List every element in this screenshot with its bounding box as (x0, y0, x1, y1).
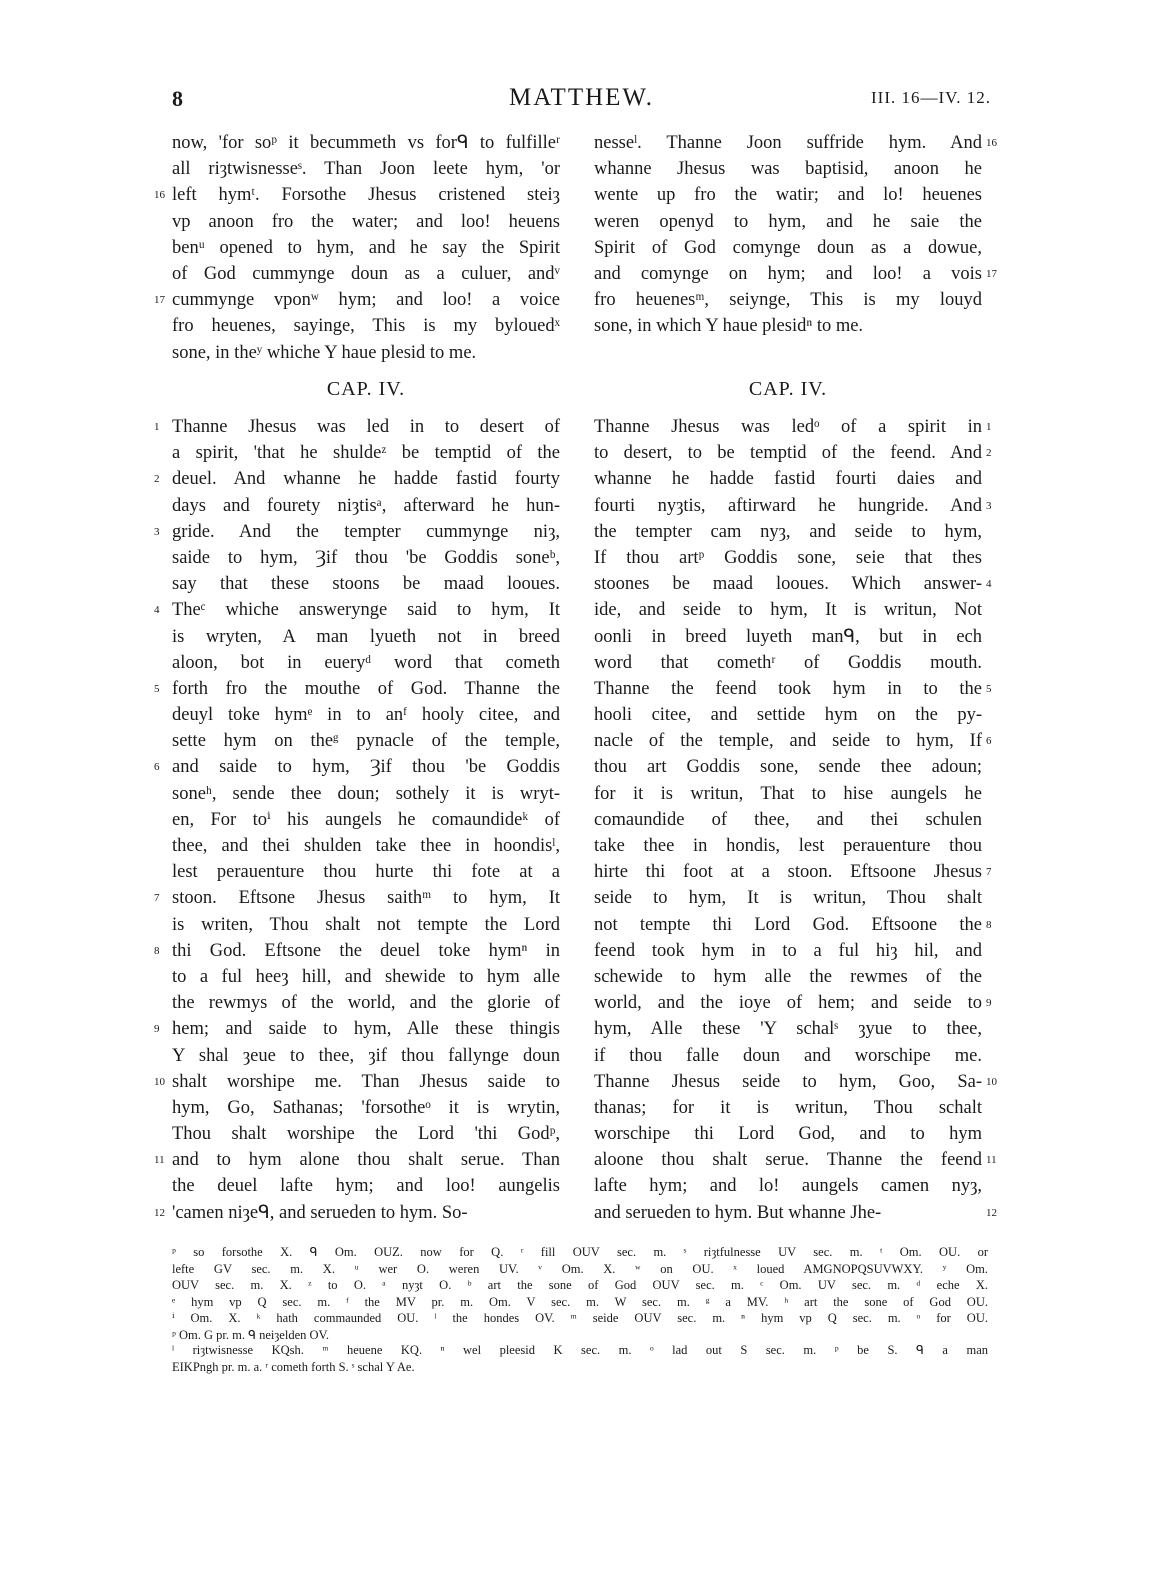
verse-number: 1 (154, 421, 160, 433)
line-text: nesseˡ. Thanne Joon suffride hym. And (594, 133, 982, 153)
line-text: and to hym alone thou shalt serue. Than (172, 1150, 560, 1171)
text-line (594, 938, 982, 964)
text-line (594, 261, 997, 287)
text-line (594, 597, 982, 623)
line-text: saide to hym, Ȝif thou 'be Goddis soneᵇ, (172, 547, 560, 568)
verse-number: 12 (154, 1206, 165, 1219)
chapter-heading-left: CAP. IV. (326, 378, 406, 400)
text-line (594, 964, 982, 990)
line-text: and serueden to hym. But whanne Jhe- (594, 1202, 882, 1223)
line-text: If thou artᵖ Goddis sone, seie that thes (594, 547, 982, 568)
verse-number: 5 (154, 682, 160, 695)
text-line (154, 885, 560, 911)
text-line (172, 235, 560, 261)
line-text: now, 'for soᵖ it becummeth vs forᑫ to fulfilleʳ (172, 133, 560, 153)
text-line (594, 1016, 982, 1042)
line-text: 'camen niȝeᑫ, and serueden to hym. So- (172, 1202, 468, 1223)
text-line (594, 702, 982, 728)
text-line (594, 440, 992, 466)
line-text: sette hym on theᵍ pynacle of the temple, (172, 731, 560, 752)
line-text: Thou shalt worshipe the Lord 'thi Godᵖ, (172, 1124, 560, 1145)
line-text: the tempter cam nyȝ, and seide to hym, (594, 521, 982, 542)
line-text: lafte hym; and lo! aungels camen nyȝ, (594, 1176, 982, 1197)
text-line (594, 235, 982, 261)
line-text: fro heuenesᵐ, seiynge, This is my louyd (594, 290, 982, 311)
verse-number: 17 (154, 294, 165, 307)
footnotes-earlier-version (172, 1244, 988, 1344)
text-line (172, 990, 560, 1016)
verse-number: 9 (154, 1023, 160, 1036)
line-text: stoones be maad looues. Which answer- (594, 574, 982, 595)
verse-number: 16 (154, 189, 165, 202)
text-line (594, 1043, 982, 1069)
text-line (594, 990, 992, 1016)
line-text: thi God. Eftsone the deuel toke hymⁿ in (172, 940, 560, 961)
verse-number: 11 (986, 1154, 997, 1167)
line-text: not tempte thi Lord God. Eftsoone the (594, 914, 982, 935)
verse-number: 16 (986, 137, 997, 149)
line-text: to a ful heeȝ hill, and shewide to hym alle (172, 966, 560, 987)
line-text: hem; and saide to hym, Alle these thingis (172, 1019, 560, 1040)
text-line (172, 650, 560, 676)
line-text: for it is writun, That to hise aungels he (594, 783, 982, 804)
line-text: to desert, to be temptid of the feend. And (594, 443, 982, 464)
upper-left-column (154, 130, 560, 366)
line-text: nacle of the temple, and seide to hym, If (594, 731, 982, 752)
text-line (594, 1121, 982, 1147)
line-text: hooli citee, and settide hym on the py- (594, 705, 982, 726)
line-text: lest perauenture thou hurte thi fote at a (172, 862, 560, 883)
line-text: en, For toⁱ his aungels he comaundideᵏ of (172, 809, 560, 830)
line-text: comaundide of thee, and thei schulen (594, 809, 982, 830)
line-text: sone, in which Y haue plesidⁿ to me. (594, 316, 864, 337)
verse-number: 1 (986, 421, 992, 433)
text-line (594, 571, 992, 597)
line-text: deuyl toke hymᵉ in to anᶠ hooly citee, and (172, 705, 560, 726)
line-text: Thanne Jhesus was led in to desert of (172, 417, 560, 437)
text-line (594, 182, 982, 208)
text-line (172, 493, 560, 519)
text-line (172, 1095, 560, 1121)
line-text: forth fro the mouthe of God. Thanne the (172, 678, 560, 699)
footnote-line: EIKPngh pr. m. a. ʳ cometh forth S. ˢ schal Y Ae. (172, 1359, 415, 1374)
footnote-line: ᵉ hym vp Q sec. m. ᶠ the MV pr. m. Om. V sec. m. W sec. m. ᵍ a MV. ʰ art the sone of God OU. (172, 1294, 988, 1309)
verse-number: 9 (986, 997, 992, 1010)
line-text: Y shal ȝeue to thee, ȝif thou fallynge doun (172, 1045, 560, 1066)
line-text: vp anoon fro the water; and loo! heuens (172, 211, 560, 232)
page-number: 8 (172, 86, 183, 111)
text-line (594, 1095, 982, 1121)
running-title: MATTHEW. (509, 84, 654, 111)
verse-number: 4 (154, 604, 160, 617)
text-line (594, 414, 992, 440)
line-text: days and fourety niȝtisᵃ, afterward he hun- (172, 495, 560, 516)
line-text: say that these stoons be maad looues. (172, 574, 560, 595)
line-text: Thanne Jhesus was ledᵒ of a spirit in (594, 417, 982, 437)
text-line (594, 859, 992, 885)
text-line (172, 728, 560, 754)
text-line (172, 833, 560, 859)
line-text: wente up fro the watir; and lo! heuenes (594, 185, 982, 206)
text-line (594, 1200, 997, 1226)
footnote-line: ᵖ Om. G pr. m. ᑫ neiȝelden OV. (172, 1327, 330, 1342)
line-text: world, and the ioye of hem; and seide to (594, 993, 982, 1014)
text-line (594, 728, 992, 754)
text-line (594, 493, 992, 519)
line-text: left hymᵗ. Forsothe Jhesus cristened steiȝ (172, 185, 560, 206)
text-line (594, 624, 982, 650)
line-text: shalt worshipe me. Than Jhesus saide to (172, 1071, 560, 1092)
text-line (594, 1069, 997, 1095)
footnotes-later-version (172, 1342, 988, 1375)
text-line (594, 313, 982, 339)
text-line (172, 209, 560, 235)
line-text: the rewmys of the world, and the glorie of (172, 993, 560, 1014)
line-text: deuel. And whanne he hadde fastid fourty (172, 469, 560, 490)
verse-number: 7 (154, 892, 160, 905)
line-text: and comynge on hym; and loo! a vois (594, 263, 982, 284)
line-text: fourti nyȝtis, aftirward he hungride. And (594, 495, 982, 516)
verse-number: 6 (154, 761, 160, 774)
text-line (154, 676, 560, 702)
text-line (172, 313, 560, 339)
verse-number: 10 (154, 1075, 165, 1088)
text-line (172, 261, 560, 287)
line-text: is wryten, A man lyueth not in breed (172, 626, 560, 647)
line-text: if thou falle doun and worschipe me. (594, 1045, 982, 1066)
text-line (172, 807, 560, 833)
line-text: and saide to hym, Ȝif thou 'be Goddis (172, 757, 560, 778)
line-text: all riȝtwisnesseˢ. Than Joon leete hym, 'or (172, 159, 560, 180)
line-text: seide to hym, It is writun, Thou shalt (594, 888, 982, 909)
text-line (172, 571, 560, 597)
line-text: weren openyd to hym, and he saie the (594, 211, 982, 232)
verse-number: 17 (986, 267, 997, 280)
verse-number: 3 (154, 525, 160, 538)
line-text: sone, in theʸ whiche Y haue plesid to me. (172, 342, 477, 363)
text-line (594, 754, 982, 780)
verse-number: 2 (154, 473, 160, 486)
line-text: schewide to hym alle the rewmes of the (594, 966, 982, 987)
line-text: hym, Go, Sathanas; 'forsotheᵒ it is wrytin, (172, 1097, 560, 1118)
text-line (172, 781, 560, 807)
text-line (172, 964, 560, 990)
text-line (154, 1016, 560, 1042)
line-text: a spirit, 'that he shuldeᶻ be temptid of the (172, 443, 560, 464)
line-text: aloon, bot in eueryᵈ word that cometh (172, 652, 560, 673)
chapter-reference: III. 16—IV. 12. (871, 88, 991, 107)
line-text: worschipe thi Lord God, and to hym (594, 1124, 982, 1145)
line-text: whanne he hadde fastid fourti daies and (594, 469, 982, 490)
text-line (594, 130, 997, 156)
upper-right-column (594, 130, 997, 340)
line-text: take thee in hondis, lest perauenture thou (594, 836, 982, 856)
line-text: thou art Goddis sone, sende thee adoun; (594, 757, 982, 778)
chapter-heading-right: CAP. IV. (748, 378, 828, 400)
line-text: oonli in breed luyeth manᑫ, but in ech (594, 626, 982, 647)
text-line (594, 156, 982, 182)
line-text: benᵘ opened to hym, and he say the Spirit (172, 237, 560, 258)
text-line (594, 676, 992, 702)
verse-number: 7 (986, 866, 992, 879)
text-line (594, 545, 982, 571)
text-line (172, 624, 560, 650)
footnote-line: ⁱ Om. X. ᵏ hath commaunded OU. ˡ the hondes OV. ᵐ seide OUV sec. m. ⁿ hym vp Q sec. m. ᵒ for OU. (172, 1311, 988, 1326)
text-line (172, 440, 560, 466)
line-text: fro heuenes, sayinge, This is my bylouedˣ (172, 316, 560, 337)
text-line (154, 597, 560, 623)
text-line (594, 833, 982, 859)
line-text: Spirit of God comynge doun as a dowue, (594, 237, 982, 258)
text-line (154, 754, 560, 780)
text-line (594, 287, 982, 313)
line-text: Thanne Jhesus seide to hym, Goo, Sa- (594, 1071, 982, 1092)
text-line (594, 807, 982, 833)
text-line (594, 519, 982, 545)
text-line (172, 912, 560, 938)
line-text: the deuel lafte hym; and loo! aungelis (172, 1176, 560, 1197)
verse-number: 10 (986, 1075, 997, 1088)
text-line (594, 466, 982, 492)
text-line (172, 1173, 560, 1199)
verse-number: 3 (986, 499, 992, 512)
text-line (594, 781, 982, 807)
line-text: ide, and seide to hym, It is writun, Not (594, 600, 982, 621)
text-line (172, 1043, 560, 1069)
verse-number: 12 (986, 1206, 997, 1219)
text-line (154, 287, 560, 313)
text-line (594, 1173, 982, 1199)
text-line (594, 885, 982, 911)
text-line (172, 702, 560, 728)
text-line (154, 182, 560, 208)
footnote-line: ˡ riȝtwisnesse KQsh. ᵐ heuene KQ. ⁿ wel pleesid K sec. m. ᵒ lad out S sec. m. ᵖ be S. ᑫ a man (172, 1343, 988, 1357)
line-text: hirte thi foot at a stoon. Eftsoone Jhesus (594, 862, 982, 883)
text-line (154, 1069, 560, 1095)
text-line (594, 650, 982, 676)
verse-number: 5 (986, 682, 992, 695)
text-line (154, 1200, 560, 1226)
line-text: is writen, Thou shalt not tempte the Lord (172, 914, 560, 935)
text-line (594, 912, 992, 938)
line-text: Theᶜ whiche answerynge said to hym, It (172, 600, 560, 621)
footnote-line: OUV sec. m. X. ᶻ to O. ᵃ nyȝt O. ᵇ art the sone of God OUV sec. m. ᶜ Om. UV sec. m. ᵈ eche X. (172, 1278, 988, 1293)
verse-number: 11 (154, 1154, 165, 1167)
line-text: hym, Alle these 'Y schalˢ ȝyue to thee, (594, 1019, 982, 1040)
line-text: thanas; for it is writun, Thou schalt (594, 1097, 982, 1118)
line-text: feend took hym in to a ful hiȝ hil, and (594, 940, 982, 961)
verse-number: 2 (986, 447, 992, 460)
text-line (172, 130, 560, 156)
text-line (594, 1147, 997, 1173)
line-text: aloone thou shalt serue. Thanne the feend (594, 1150, 982, 1171)
text-line (154, 938, 560, 964)
verse-number: 4 (986, 578, 992, 591)
text-line (594, 209, 982, 235)
text-line (154, 466, 560, 492)
text-line (154, 1147, 560, 1173)
text-line (172, 1121, 560, 1147)
line-text: whanne Jhesus was baptisid, anoon he (594, 159, 982, 180)
text-line (154, 414, 560, 440)
text-line (172, 340, 560, 366)
line-text: Thanne the feend took hym in to the (594, 678, 982, 699)
footnote-line: ᵖ so forsothe X. ᑫ Om. OUZ. now for Q. ʳ fill OUV sec. m. ˢ riȝtfulnesse UV sec. m. ᵗ Om. OU. or (172, 1245, 988, 1259)
text-line (172, 859, 560, 885)
line-text: cummynge vponʷ hym; and loo! a voice (172, 290, 560, 311)
footnote-line: lefte GV sec. m. X. ᵘ wer O. weren UV. ᵛ Om. X. ʷ on OU. ˣ loued AMGNOPQSUVWXY. ʸ Om. (172, 1261, 988, 1276)
text-line (154, 519, 560, 545)
line-text: soneʰ, sende thee doun; sothely it is wryt- (172, 783, 560, 804)
text-line (172, 156, 560, 182)
line-text: gride. And the tempter cummynge niȝ, (172, 521, 560, 542)
verse-number: 8 (986, 918, 992, 931)
line-text: word that comethʳ of Goddis mouth. (594, 652, 982, 673)
line-text: thee, and thei shulden take thee in hoondisˡ, (172, 836, 560, 856)
line-text: stoon. Eftsone Jhesus saithᵐ to hym, It (172, 888, 560, 909)
verse-number: 6 (986, 735, 992, 748)
lower-right-column (594, 414, 997, 1226)
verse-number: 8 (154, 944, 160, 957)
lower-left-column (154, 414, 560, 1226)
line-text: of God cummynge doun as a culuer, andᵛ (172, 263, 560, 284)
text-line (172, 545, 560, 571)
